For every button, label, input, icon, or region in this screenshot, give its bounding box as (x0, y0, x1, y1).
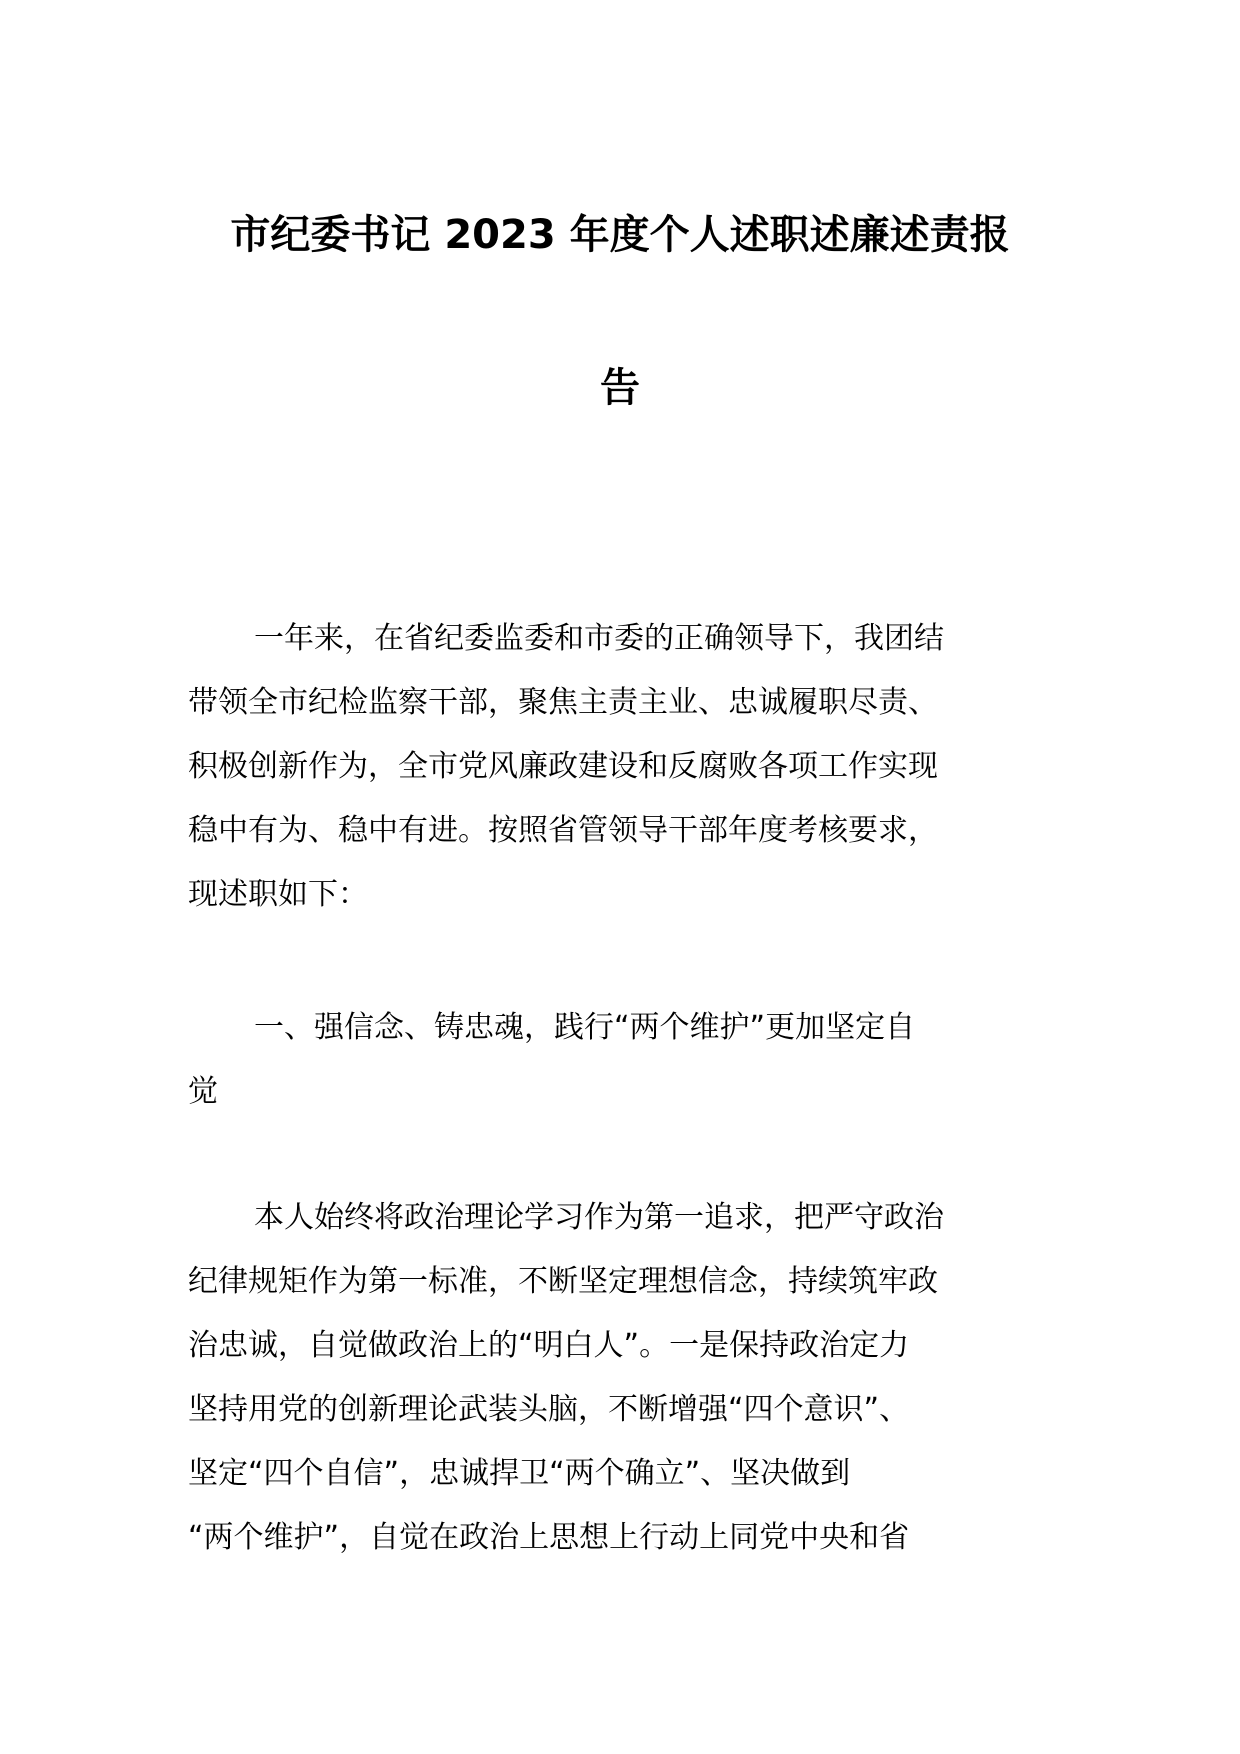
paragraph-line: 坚持用党的创新理论武装头脑，不断增强“四个意识”、 (188, 1392, 910, 1427)
paragraph-line: 纪律规矩作为第一标准，不断坚定理想信念，持续筑牢政 (188, 1264, 938, 1299)
section-1-paragraph (188, 1186, 1068, 1570)
heading-line: 一、强信念、铸忠魂，践行“两个维护”更加坚定自 (254, 1010, 916, 1045)
document-title-line-1: 市纪委书记 2023 年度个人述职述廉述责报 (230, 212, 1010, 258)
paragraph-line: “两个维护”，自觉在政治上思想上行动上同党中央和省 (188, 1520, 910, 1555)
paragraph-line: 现述职如下： (188, 877, 368, 912)
paragraph-line: 本人始终将政治理论学习作为第一追求，把严守政治 (254, 1200, 944, 1235)
paragraph-line: 一年来，在省纪委监委和市委的正确领导下，我团结 (254, 621, 944, 656)
heading-line: 觉 (188, 1074, 218, 1109)
paragraph-line: 带领全市纪检监察干部，聚焦主责主业、忠诚履职尽责、 (188, 685, 938, 720)
intro-paragraph (188, 607, 1068, 927)
document-title-line-2: 告 (600, 365, 640, 411)
paragraph-line: 积极创新作为，全市党风廉政建设和反腐败各项工作实现 (188, 749, 938, 784)
paragraph-line: 坚定“四个自信”，忠诚捍卫“两个确立”、坚决做到 (188, 1456, 851, 1491)
paragraph-line: 治忠诚，自觉做政治上的“明白人”。一是保持政治定力 (188, 1328, 910, 1363)
paragraph-line: 稳中有为、稳中有进。按照省管领导干部年度考核要求， (188, 813, 938, 848)
section-heading-1 (188, 996, 1068, 1124)
